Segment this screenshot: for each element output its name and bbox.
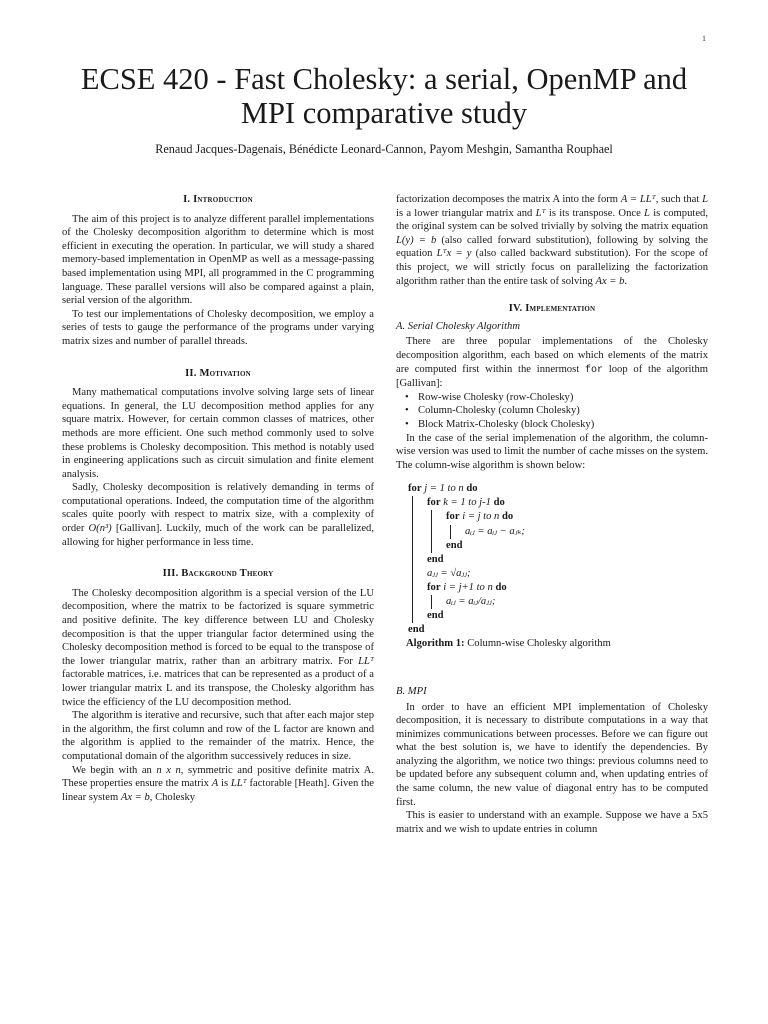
algo-line-loop-i (446, 510, 708, 524)
llt-formula: LLᵀ (358, 655, 374, 667)
forward-equation: L(y) = b (396, 234, 437, 246)
algo-block-j (412, 496, 708, 623)
algo-line-loop-j (408, 482, 708, 496)
motivation-paragraph-1: Many mathematical computations involve solving large sets of linear equations. In general, the LU decomposition method applies for any square matrix. However, for certain common classes of matrices, other methods are more efficient. One such method commonly used to solve these problems is Cholesky decomposition. This method is notably used in engineering applications such as circuit simulation and finite element analysis. (62, 387, 374, 480)
nxn-formula: n x n (156, 764, 181, 776)
right-column (396, 193, 708, 836)
algo-statement: aᵢⱼ = aᵢⱼ − aⱼₖ; (465, 525, 525, 537)
implementation-paragraph-1 (396, 335, 708, 390)
decomposition-formula: A = LLᵀ (620, 194, 656, 205)
algo-loop-range: j = 1 to n (424, 483, 464, 495)
section-heading-implementation: IV. Implementation (508, 303, 596, 315)
algo-block-i2 (431, 595, 708, 609)
section-heading-introduction: I. Introduction (183, 194, 253, 205)
factorization-text: (also called forward substitution), following by solving the equation (396, 234, 708, 260)
list-item: • Block Matrix-Cholesky (block Cholesky) (418, 418, 708, 432)
algo-block-i (450, 525, 708, 539)
mpi-paragraph-1: In order to have an efficient MPI implementation of Cholesky decomposition, it is necessary to distribute computations in a way that minimizes communications between processes. Before we can figure out what the best solution is, we have to identify the dependencies. By analyzing the algorithm, we notice two things: previous columns need to be updated before any subsequent column and, when updating entries of the same column, the new value of diagonal entry has to be computed first. (396, 701, 708, 808)
background-text: , symmetric and positive definite matrix A. These properties ensure the matrix (62, 764, 374, 790)
title-line-2: MPI comparative study (240, 96, 528, 130)
l-symbol: L (644, 207, 650, 219)
left-column (62, 193, 374, 804)
factorization-text: , such that (655, 194, 703, 205)
motivation-text: Sadly, Cholesky decomposition is relatively demanding in terms of computational operations. Indeed, the computation time of the algorithm scales quite poorly with respect to matrix size, with a complexity of order (62, 482, 374, 535)
algo-end: end (446, 539, 463, 551)
algo-line-loop-k (427, 496, 708, 510)
algo-loop-range: i = j+1 to n (443, 581, 493, 593)
factorization-text: factorization decomposes the matrix A into the form (396, 194, 621, 205)
algo-end: end (427, 610, 444, 622)
subsection-heading-serial: A. Serial Cholesky Algorithm (396, 320, 520, 332)
section-heading-motivation: II. Motivation (185, 367, 251, 379)
linear-system-formula: Ax = b (120, 791, 150, 803)
algo-keyword: for (427, 581, 441, 593)
algo-end: end (427, 553, 444, 565)
algo-loop-range: k = 1 to j-1 (443, 497, 491, 509)
factorization-text: is its transpose. Once (545, 207, 645, 219)
algo-keyword: do (495, 581, 507, 593)
title-line-1: ECSE 420 - Fast Cholesky: a serial, OpenMP and (80, 62, 688, 96)
algo-keyword: do (466, 483, 478, 495)
motivation-text: [Gallivan]. Luckily, much of the work can be parallelized, allowing for higher performance in less time. (62, 523, 375, 548)
mpi-paragraph-2: This is easier to understand with an example. Suppose we have a 5x5 matrix and we wish to update entries in column (396, 810, 708, 835)
backward-equation: Lᵀx = y (436, 248, 472, 260)
background-text: factorable matrices, i.e. matrices that can be represented as a product of a lower triangular matrix L and its transpose, the Cholesky algorithm has twice the efficiency of the LU decomposition method. (62, 669, 374, 708)
section-heading-background: III. Background Theory (162, 568, 274, 580)
algo-keyword: do (502, 511, 514, 523)
subsection-heading-mpi: B. MPI (396, 685, 427, 697)
list-item: • Column-Cholesky (column Cholesky) (418, 404, 708, 418)
algo-statement: aⱼⱼ = √aⱼⱼ; (427, 567, 471, 579)
algorithm-caption-text: Column-wise Cholesky algorithm (464, 638, 611, 650)
algorithm-block (408, 482, 708, 637)
algorithm-caption-label: Algorithm 1: (406, 638, 465, 650)
implementation-text: There are three popular implementations of the Cholesky decomposition algorithm, each based on which elements of the matrix are computed first within the innermost (396, 336, 708, 375)
algo-keyword: for (408, 483, 422, 495)
background-paragraph-2: The algorithm is iterative and recursive, such that after each major step in the algorithm, the first column and row of the L factor are known and the algorithm is applied to the remainder of the matrix. Hence, the computational domain of the algorithm successively reduces in size. (62, 710, 374, 762)
background-text: The Cholesky decomposition algorithm is a special version of the LU decomposition, where the matrix to be factorized is square symmetric and positive definite. The key difference between LU and Cholesky decomposition is that the upper triangular factor determined using the Cholesky decomposition method is forced to be equal to the transpose of the lower triangular matrix, rather than an arbitrary matrix. For (62, 587, 374, 667)
algo-loop-range: i = j to n (462, 511, 500, 523)
algo-keyword: for (427, 497, 441, 509)
author-list: Renaud Jacques-Dagenais, Bénédicte Leonard-Cannon, Payom Meshgin, Samantha Rouphael (155, 142, 613, 156)
algo-end: end (408, 624, 425, 636)
for-keyword: for (584, 364, 603, 376)
factorization-text: . (624, 275, 628, 287)
background-text: We begin with an (72, 764, 157, 776)
llt-formula: LLᵀ (230, 778, 247, 790)
intro-paragraph-1: The aim of this project is to analyze different parallel implementations of the Cholesky decomposition algorithm to determine which is most efficient in executing the operation. In particular, we will study a shared memory-based implementation in OpenMP as well as a message-passing based implementation using MPI, all programmed in the C programming language. These parallel versions will also be compared against a plain, serial version of the algorithm. (62, 213, 374, 307)
linear-system-formula: Ax = b (595, 275, 625, 287)
factorization-text: is computed, the original system can be solved trivially by solving the matrix equation (396, 207, 708, 233)
factorization-paragraph (396, 193, 708, 288)
lt-symbol: Lᵀ (535, 207, 546, 219)
algo-statement: aᵢⱼ = aᵢⱼ/aⱼⱼ; (446, 596, 496, 608)
algo-block-k (431, 510, 708, 552)
matrix-a-symbol: A (211, 778, 219, 790)
algorithm-caption (396, 637, 708, 651)
implementation-paragraph-2: In the case of the serial implemenation of the algorithm, the column-wise version was used to limit the number of cache misses on the system. The column-wise algorithm is shown below: (396, 432, 708, 471)
background-text: is (218, 778, 231, 790)
implementation-text: loop of the algorithm [Gallivan]: (396, 363, 708, 390)
factorization-text: is a lower triangular matrix and (396, 207, 536, 219)
background-paragraph-1 (62, 587, 374, 709)
l-symbol: L (702, 194, 708, 205)
background-paragraph-3 (62, 764, 374, 805)
algo-line-loop-i2 (427, 581, 708, 595)
page-number: 1 (702, 34, 706, 43)
list-item: • Row-wise Cholesky (row-Cholesky) (418, 391, 708, 405)
algo-keyword: do (493, 497, 505, 509)
background-text: , Cholesky (149, 791, 196, 803)
background-text: factorable [Heath]. Given the linear system (62, 778, 374, 803)
algo-keyword: for (446, 511, 460, 523)
intro-paragraph-2: To test our implementations of Cholesky decomposition, we employ a series of tests to gauge the performance of the programs under varying matrix sizes and number of parallel threads. (62, 308, 374, 347)
paper-title (40, 62, 728, 130)
implementation-variant-list (396, 391, 708, 432)
complexity-formula: O(n³) (88, 523, 112, 535)
motivation-paragraph-2 (62, 481, 374, 549)
factorization-text: (also called backward substitution). For the scope of this project, we will strictly focus on parallelizing the factorization algorithm rather than the entire task of solving (396, 248, 708, 287)
